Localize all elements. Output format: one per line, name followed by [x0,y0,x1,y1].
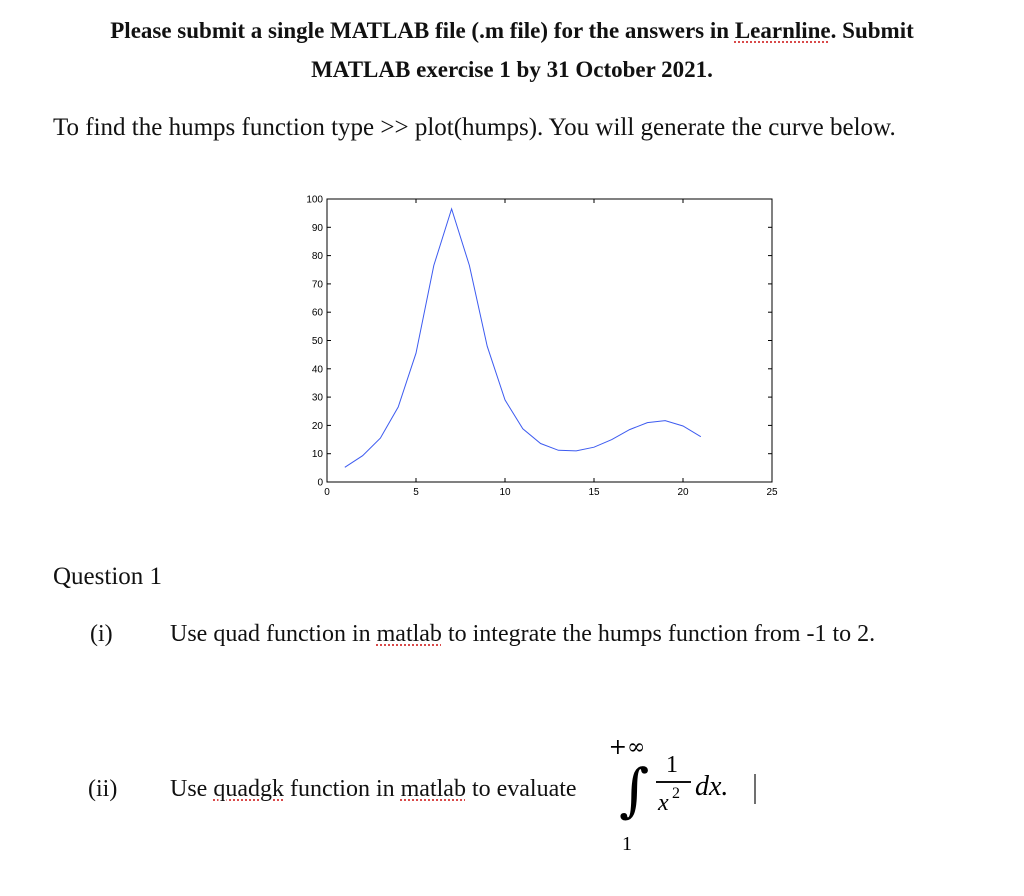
y-tick-label: 100 [306,194,323,206]
y-tick-label: 40 [311,364,323,376]
item-label-i: (i) [90,621,113,647]
y-tick-label: 60 [311,307,323,319]
fraction-numerator: 1 [666,752,678,778]
item-label-ii: (ii) [88,776,118,802]
header-line-2: MATLAB exercise 1 by 31 October 2021. [311,57,713,82]
x-tick-label: 0 [324,487,330,498]
x-tick-label: 10 [499,487,511,498]
x-tick-label: 5 [413,487,419,498]
intro-text: To find the humps function type >> plot(humps). You will generate the curve below. [53,114,896,141]
y-tick-label: 90 [311,222,323,234]
x-tick-label: 20 [677,487,689,498]
quadgk-word: quadgk [213,776,284,802]
fraction-denominator: x [658,790,669,816]
y-tick-label: 50 [311,336,323,347]
y-tick-label: 80 [311,251,323,263]
y-tick-label: 20 [311,420,323,432]
y-tick-label: 10 [311,449,323,461]
matlab-word-2: matlab [400,776,466,802]
y-tick-label: 70 [311,279,323,291]
x-tick-label: 25 [766,487,778,498]
header-line-1 [0,18,1024,44]
integral-lower-limit: 1 [622,833,632,855]
humps-chart [290,182,790,507]
item-i-post: to integrate the humps function from -1 to 2. [441,621,876,647]
fraction-exponent: 2 [672,785,680,802]
plot-frame [327,199,772,482]
integral-upper-limit: +∞ [608,735,646,760]
item-i-pre: Use quad function in [170,621,377,647]
item-ii-post: to evaluate [465,776,577,802]
item-ii-mid: function in [283,776,401,802]
x-tick-label: 15 [588,487,600,498]
differential: dx. [695,771,729,802]
item-text-i [170,621,875,648]
header-text: Please submit a single MATLAB file (.m file) for the answers in [110,18,735,43]
matlab-word: matlab [376,621,442,647]
series-line-humps [345,209,701,467]
item-text-ii [170,776,577,803]
item-ii-pre: Use [170,776,214,802]
y-tick-label: 30 [311,392,323,404]
header-text-end: . Submit [830,18,914,43]
learnline-link[interactable]: Learnline [734,18,831,43]
integral-formula [605,732,765,857]
question-title: Question 1 [53,563,163,590]
integral-sign: ∫ [619,756,650,824]
y-tick-label: 0 [317,477,323,489]
